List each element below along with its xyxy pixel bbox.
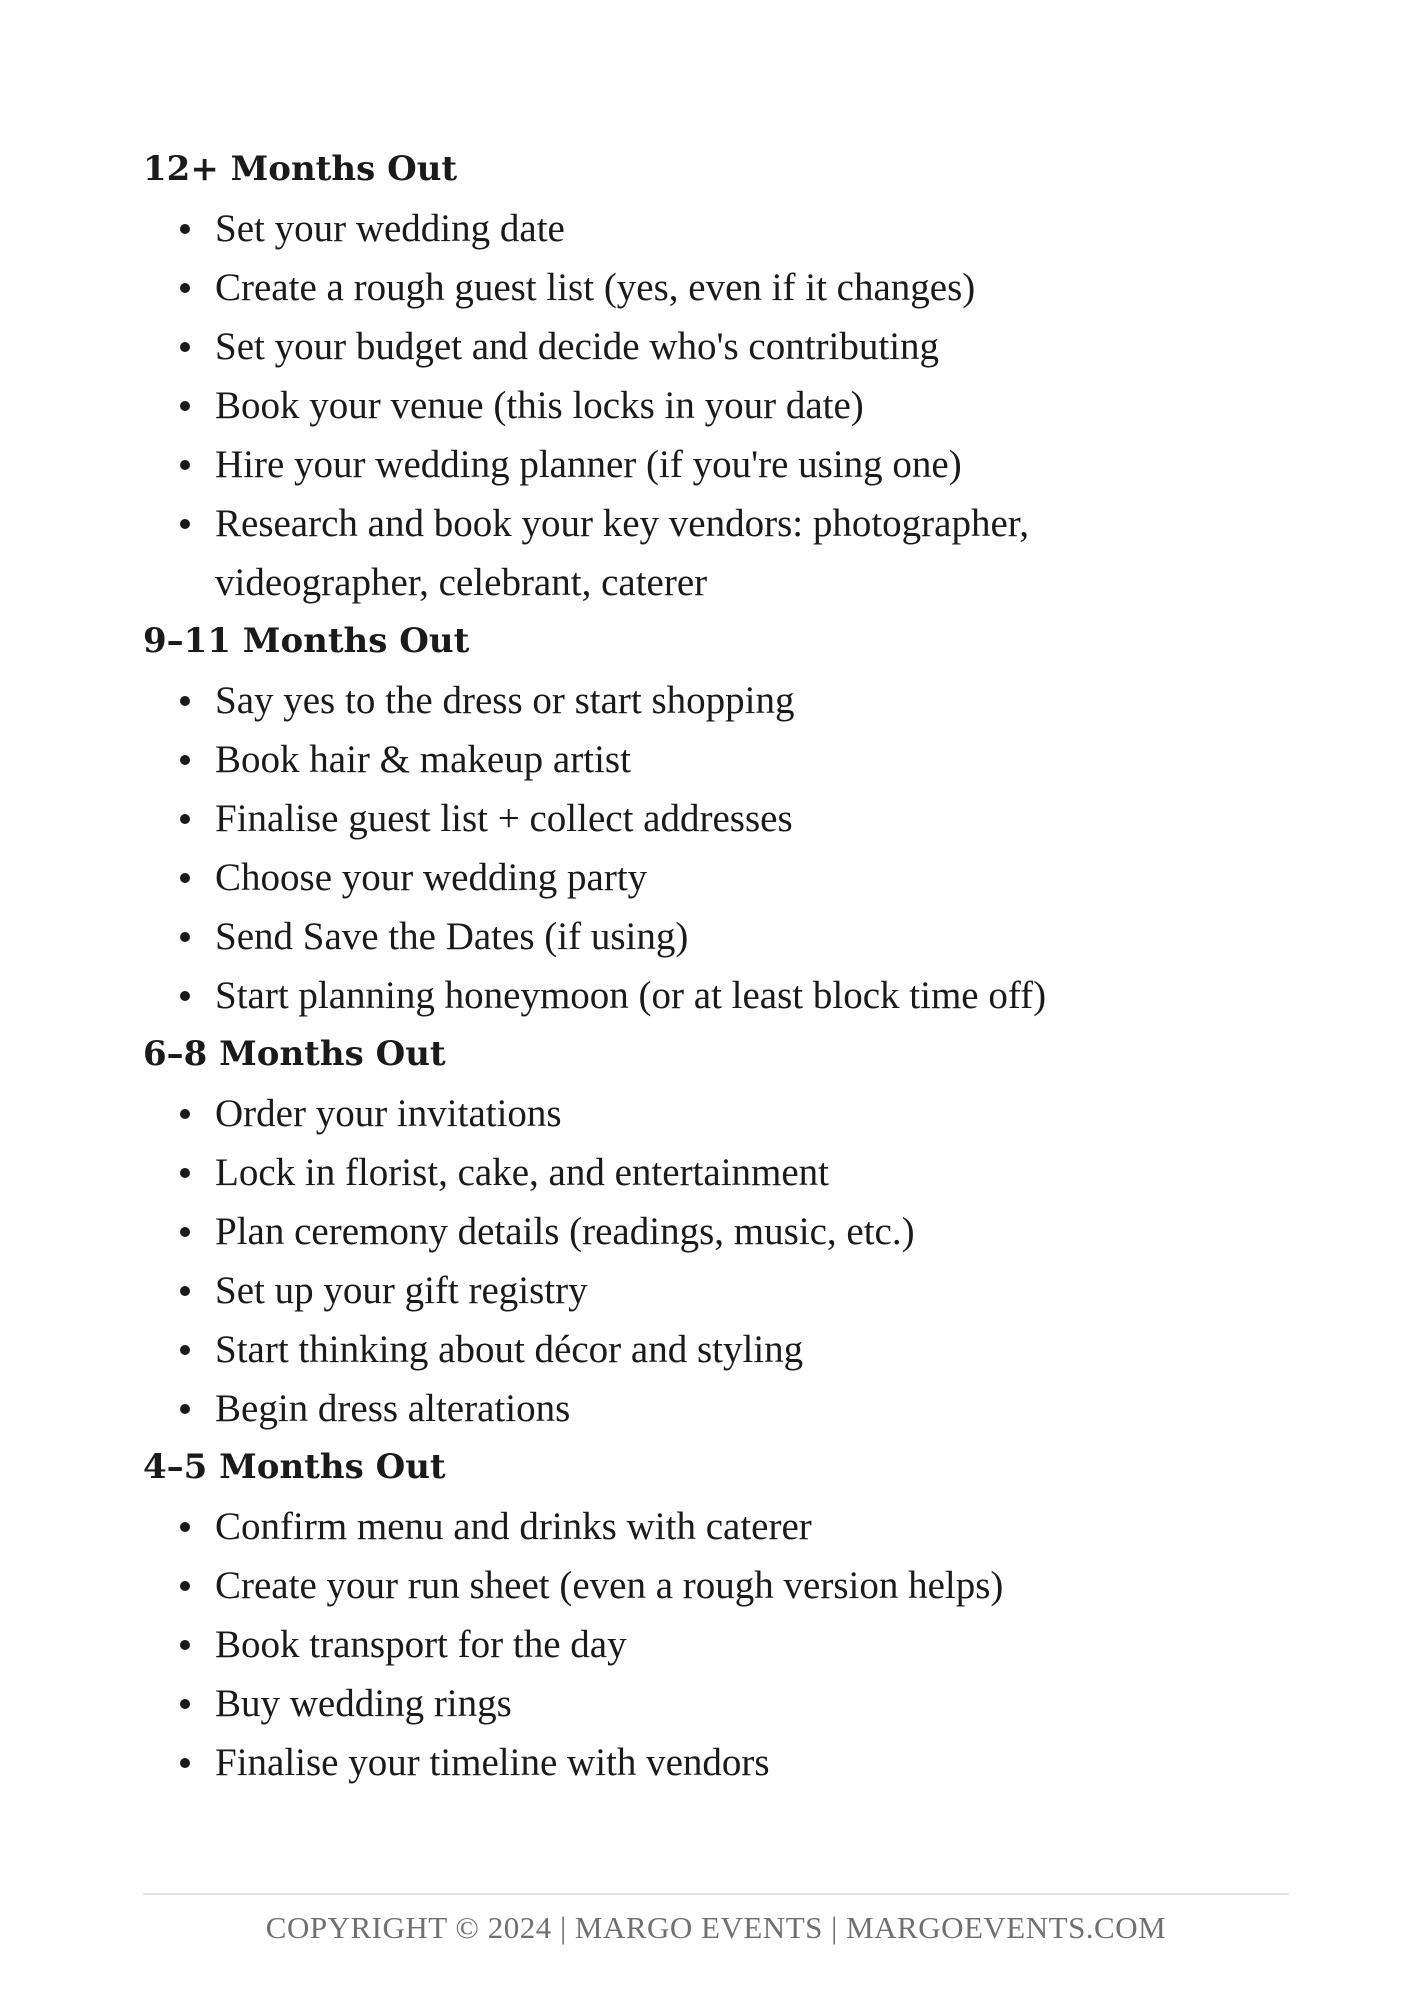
bullet-icon <box>180 814 190 824</box>
list-item: Create your run sheet (even a rough version helps) <box>143 1556 1293 1615</box>
bullet-icon <box>180 1227 190 1237</box>
bullet-icon <box>180 1581 190 1591</box>
section-heading-4-5-months: 4–5 Months Out <box>143 1447 446 1487</box>
list-item: Set your wedding date <box>143 199 1293 258</box>
bullet-icon <box>180 1699 190 1709</box>
list-item: Say yes to the dress or start shopping <box>143 671 1293 730</box>
bullet-icon <box>180 1758 190 1768</box>
bullet-icon <box>180 1522 190 1532</box>
list-item: Send Save the Dates (if using) <box>143 907 1293 966</box>
section-list-12-months <box>143 199 1293 612</box>
section-heading-9-11-months: 9–11 Months Out <box>143 621 470 661</box>
list-item: Finalise guest list + collect addresses <box>143 789 1293 848</box>
list-item: Research and book your key vendors: photographer, videographer, celebrant, caterer <box>143 494 1293 612</box>
bullet-icon <box>180 755 190 765</box>
list-item: Create a rough guest list (yes, even if it changes) <box>143 258 1293 317</box>
section-heading-12-months: 12+ Months Out <box>143 149 458 189</box>
bullet-icon <box>180 401 190 411</box>
section-list-4-5-months <box>143 1497 1293 1792</box>
bullet-icon <box>180 1168 190 1178</box>
list-item: Start thinking about décor and styling <box>143 1320 1293 1379</box>
bullet-icon <box>180 519 190 529</box>
list-item: Lock in florist, cake, and entertainment <box>143 1143 1293 1202</box>
list-item: Choose your wedding party <box>143 848 1293 907</box>
checklist <box>143 140 1293 1792</box>
list-item: Hire your wedding planner (if you're using one) <box>143 435 1293 494</box>
list-item: Order your invitations <box>143 1084 1293 1143</box>
section-list-6-8-months <box>143 1084 1293 1438</box>
list-item: Begin dress alterations <box>143 1379 1293 1438</box>
bullet-icon <box>180 1640 190 1650</box>
bullet-icon <box>180 342 190 352</box>
bullet-icon <box>180 991 190 1001</box>
bullet-icon <box>180 696 190 706</box>
list-item: Finalise your timeline with vendors <box>143 1733 1293 1792</box>
footer-divider <box>143 1893 1289 1895</box>
bullet-icon <box>180 1109 190 1119</box>
footer-copyright: COPYRIGHT © 2024 | MARGO EVENTS | MARGOEVENTS.COM <box>265 1910 1167 1945</box>
bullet-icon <box>180 873 190 883</box>
bullet-icon <box>180 932 190 942</box>
bullet-icon <box>180 1404 190 1414</box>
list-item: Plan ceremony details (readings, music, etc.) <box>143 1202 1293 1261</box>
list-item: Start planning honeymoon (or at least block time off) <box>143 966 1293 1025</box>
list-item: Book hair & makeup artist <box>143 730 1293 789</box>
section-list-9-11-months <box>143 671 1293 1025</box>
list-item: Set your budget and decide who's contributing <box>143 317 1293 376</box>
bullet-icon <box>180 224 190 234</box>
list-item: Buy wedding rings <box>143 1674 1293 1733</box>
bullet-icon <box>180 283 190 293</box>
bullet-icon <box>180 1345 190 1355</box>
bullet-icon <box>180 1286 190 1296</box>
list-item: Book transport for the day <box>143 1615 1293 1674</box>
list-item: Book your venue (this locks in your date) <box>143 376 1293 435</box>
bullet-icon <box>180 460 190 470</box>
section-heading-6-8-months: 6–8 Months Out <box>143 1034 446 1074</box>
list-item: Confirm menu and drinks with caterer <box>143 1497 1293 1556</box>
list-item: Set up your gift registry <box>143 1261 1293 1320</box>
